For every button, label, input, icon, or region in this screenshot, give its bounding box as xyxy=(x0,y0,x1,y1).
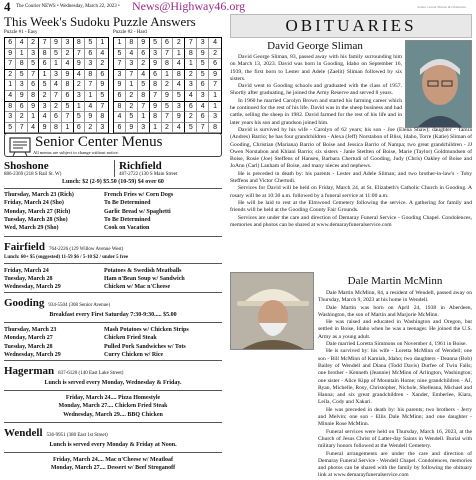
sudoku-cell: 7 xyxy=(162,112,174,123)
sudoku-cell: 5 xyxy=(85,38,96,49)
sudoku-cell: 7 xyxy=(197,123,209,134)
sudoku-cell: 1 xyxy=(85,91,96,102)
sudoku-cell: 6 xyxy=(16,102,27,113)
menu-date: Tuesday, March 28 (Sho) xyxy=(4,216,68,223)
sudoku-cell: 9 xyxy=(97,80,108,91)
sudoku-cell: 6 xyxy=(62,91,73,102)
sudoku-cell: 8 xyxy=(62,80,73,91)
sudoku-cell: 8 xyxy=(28,91,39,102)
sudoku-cell: 9 xyxy=(114,80,126,91)
menu-dish: Pulled Pork Sandwiches w/ Tots xyxy=(104,343,186,350)
hagerman-address: 837-6120 (140 East Lake Street) xyxy=(58,371,124,376)
sudoku-cell: 7 xyxy=(16,123,27,134)
menu-row xyxy=(4,267,222,275)
sudoku-cell: 3 xyxy=(28,49,39,60)
sudoku-cell: 1 xyxy=(28,112,39,123)
sudoku-cell: 7 xyxy=(114,59,126,70)
sudoku-cell: 5 xyxy=(114,49,126,60)
menu-dish: Mash Potatoes w/ Chicken Strips xyxy=(104,327,189,334)
sudoku-cell: 2 xyxy=(97,59,108,70)
sudoku-cell: 2 xyxy=(85,123,96,134)
sudoku-cell: 9 xyxy=(150,102,162,113)
menu-date: Tuesday, March 28 xyxy=(4,276,53,283)
menu-row xyxy=(4,283,222,291)
sudoku-cell: 3 xyxy=(150,49,162,60)
obit-paragraph: In 1960 he married Carolyn Brown and started his farming career which he continued for the rest of his life. David was in the sheep business and had cattle, selling the sheep in 1982. David farmed for the rest of his life and in later years his son and grandson joined him. xyxy=(230,97,402,126)
sudoku-grid-hard xyxy=(113,37,222,134)
sudoku-cell: 4 xyxy=(209,38,221,49)
menu-date: Wednesday, March 29 xyxy=(4,284,61,291)
shoshone-lunch: Lunch: $2 (2-9) $5.50 (10-59) $4 over 60 xyxy=(62,179,164,185)
sudoku-cell: 3 xyxy=(5,112,16,123)
sudoku-cell: 3 xyxy=(51,70,62,81)
menu-row xyxy=(4,351,222,359)
sudoku-cell: 5 xyxy=(162,102,174,113)
sudoku-cell: 2 xyxy=(5,70,16,81)
senior-center-header xyxy=(4,133,222,157)
sudoku-cell: 5 xyxy=(62,102,73,113)
menu-date: Wednesday, March 29 xyxy=(4,351,61,358)
sudoku-cell: 6 xyxy=(74,123,85,134)
sudoku-cell: 6 xyxy=(197,80,209,91)
sudoku-cell: 6 xyxy=(138,49,150,60)
sudoku-cell: 6 xyxy=(5,38,16,49)
sudoku-cell: 4 xyxy=(16,38,27,49)
hagerman-name: Hagerman xyxy=(4,365,55,377)
sudoku-cell: 6 xyxy=(197,112,209,123)
menu-dish: Curry Chicken w/ Rice xyxy=(104,351,164,358)
menu-dish: Ham n'Bean Soup w/ Sandwich xyxy=(104,276,185,283)
sudoku-title: This Week's Sudoku Puzzle Answers xyxy=(4,14,196,29)
obit-paragraph: Dale married Loretta Simmons on November 4, 1961 in Boise. xyxy=(326,341,467,348)
wendell-section xyxy=(4,422,222,473)
sudoku-cell: 4 xyxy=(114,112,126,123)
shoshone-address: 886-2369 (218 S Rail St. W) xyxy=(4,172,62,177)
sudoku-cell: 7 xyxy=(85,80,96,91)
obit-paragraph: Dale Martin McMinn, 84, a resident of Wendell, passed away on Thursday, March 9, 2023 at his home in Wendell. xyxy=(318,290,472,304)
sudoku-cell: 7 xyxy=(97,102,108,113)
hagerman-menu xyxy=(4,394,222,419)
sudoku-cell: 9 xyxy=(126,123,138,134)
menu-row xyxy=(4,275,222,283)
sudoku-cell: 1 xyxy=(5,80,16,91)
sudoku-cell: 9 xyxy=(39,123,50,134)
gooding-menu xyxy=(4,326,222,359)
gooding-address: 934-5504 (308 Senior Avenue) xyxy=(48,303,111,308)
sudoku-cell: 7 xyxy=(39,38,50,49)
sudoku-cell: 5 xyxy=(197,70,209,81)
sudoku-cell: 8 xyxy=(209,123,221,134)
obit-paragraph: Services are under the care and direction of Demaray Funeral Service - Gooding Chapel. Condolences, memories and photos can be shared at www.demarayfuneralservice.com xyxy=(230,214,472,228)
sudoku-cell: 4 xyxy=(173,59,185,70)
sudoku-cell: 3 xyxy=(74,91,85,102)
fairfield-name: Fairfield xyxy=(4,241,45,253)
menu-dish: Garlic Bread w/ Spaghetti xyxy=(104,208,171,215)
sudoku-cell: 3 xyxy=(197,38,209,49)
gooding-section xyxy=(4,292,222,359)
hagerman-lunch: Lunch is served every Monday, Wednesday & Friday. xyxy=(44,380,182,386)
sudoku-cell: 8 xyxy=(51,123,62,134)
menu-dish: Chicken Fried Steak xyxy=(104,335,157,342)
paper-info: The Courier NEWS • Wednesday, March 22, 2023 • xyxy=(16,4,120,9)
sudoku-cell: 1 xyxy=(16,49,27,60)
sudoku-cell: 3 xyxy=(126,59,138,70)
gooding-name: Gooding xyxy=(4,297,45,309)
sudoku-cell: 6 xyxy=(114,123,126,134)
sudoku-cell: 6 xyxy=(150,70,162,81)
sudoku-cell: 4 xyxy=(28,123,39,134)
sudoku-cell: 1 xyxy=(97,38,108,49)
sudoku-cell: 7 xyxy=(74,49,85,60)
menu-row xyxy=(4,208,222,216)
sudoku-cell: 2 xyxy=(39,91,50,102)
sudoku-cell: 2 xyxy=(162,80,174,91)
shoshone-section xyxy=(4,160,222,232)
sudoku-cell: 7 xyxy=(209,80,221,91)
sudoku-cell: 3 xyxy=(97,123,108,134)
obit-paragraph: Funeral arrangements are under the care and direction of Demaray Funeral Service - Wendell Chapel. Condolences, memories and photos can be shared with the family by following the obituary link at www.demarayfuneralservice.com xyxy=(318,450,473,479)
menu-board-icon xyxy=(9,136,31,161)
menu-row: Friday, March 24.... Pizza Homestyle xyxy=(65,395,161,402)
sudoku-cell: 1 xyxy=(173,49,185,60)
wendell-menu xyxy=(4,456,222,472)
obit-paragraph: He is preceded in death by: his parents - Lester and Adele Sliman; and two brother-in-law's - Toby Steffens and Victor Chertudi. xyxy=(230,170,472,185)
sudoku-cell: 5 xyxy=(197,59,209,70)
gooding-breakfast: Breakfast every First Saturday 7:30-9:30..... $5.00 xyxy=(49,312,177,318)
sudoku-cell: 5 xyxy=(74,112,85,123)
easy-puzzle-label: Puzzle #1 - Easy xyxy=(4,30,38,35)
sudoku-cell: 7 xyxy=(51,91,62,102)
sudoku-cell: 4 xyxy=(97,49,108,60)
sudoku-cell: 2 xyxy=(185,112,197,123)
obit-paragraph: David went to Gooding schools and graduated with the class of 1957. Shortly after graduating, he joined the Army Reserve and served 8 years. xyxy=(230,83,402,97)
sudoku-cell: 8 xyxy=(173,70,185,81)
sudoku-cell: 5 xyxy=(16,70,27,81)
menu-date: Friday, March 24 (Sho) xyxy=(4,200,64,207)
sudoku-cell: 9 xyxy=(85,112,96,123)
wendell-name: Wendell xyxy=(4,427,43,439)
page-number: 4 xyxy=(4,0,11,14)
hard-puzzle-label: Puzzle #2 - Hard xyxy=(113,30,147,35)
sudoku-cell: 9 xyxy=(197,49,209,60)
sudoku-cell: 7 xyxy=(62,112,73,123)
menu-date: Thursday, March 23 xyxy=(4,327,57,334)
sudoku-cell: 4 xyxy=(185,91,197,102)
sudoku-cell: 8 xyxy=(16,59,27,70)
sudoku-cell: 3 xyxy=(39,102,50,113)
sudoku-cell: 2 xyxy=(185,70,197,81)
sudoku-cell: 8 xyxy=(39,49,50,60)
obit-paragraph: David George Sliman, 83, passed away with his family surrounding him on March 13, 2023. David was born in Gooding, Idaho on September 16, 1939, the first born to Lester and Adele (Zaelit) Sliman followed by six sisters. xyxy=(230,54,402,82)
sudoku-cell: 5 xyxy=(126,112,138,123)
obit-name-sliman: David George Sliman xyxy=(267,40,363,52)
sudoku-cell: 1 xyxy=(209,102,221,113)
sudoku-cell: 4 xyxy=(173,80,185,91)
sudoku-cell: 6 xyxy=(28,80,39,91)
sudoku-cell: 9 xyxy=(162,91,174,102)
sudoku-cell: 7 xyxy=(5,59,16,70)
sudoku-grid-easy xyxy=(4,37,109,134)
sudoku-cell: 2 xyxy=(126,91,138,102)
sudoku-cell: 4 xyxy=(85,102,96,113)
sudoku-cell: 7 xyxy=(162,49,174,60)
menu-date: Friday, March 24 xyxy=(4,268,49,274)
sudoku-cell: 4 xyxy=(126,49,138,60)
sudoku-cell: 8 xyxy=(85,70,96,81)
sudoku-cell: 5 xyxy=(51,49,62,60)
sudoku-cell: 2 xyxy=(162,123,174,134)
sudoku-cell: 5 xyxy=(185,123,197,134)
sudoku-cell: 4 xyxy=(138,70,150,81)
shoshone-name: Shoshone xyxy=(4,160,49,172)
menu-dish: Chicken w/ Mac n'Cheese xyxy=(104,284,171,291)
sudoku-cell: 3 xyxy=(16,80,27,91)
menu-row xyxy=(4,224,222,232)
email-link[interactable]: News@Highway46.org xyxy=(132,0,246,13)
senior-menus-subtitle: All menus are subject to change without notice. xyxy=(33,150,119,155)
sudoku-cell: 8 xyxy=(185,49,197,60)
sudoku-cell: 3 xyxy=(185,80,197,91)
sudoku-cell: 8 xyxy=(74,38,85,49)
obit-body-sliman xyxy=(230,54,472,229)
sudoku-cell: 3 xyxy=(197,91,209,102)
sudoku-cell: 1 xyxy=(114,38,126,49)
richfield-address: 487-2722 (130 S Main Street xyxy=(119,172,178,177)
sudoku-cell: 2 xyxy=(16,112,27,123)
sudoku-cell: 3 xyxy=(173,102,185,113)
menu-date: Thursday, March 23 (Rich) xyxy=(4,192,74,199)
menu-date: Monday, March 27 (Rich) xyxy=(4,208,71,215)
sudoku-cell: 6 xyxy=(85,49,96,60)
sudoku-cell: 4 xyxy=(62,59,73,70)
sudoku-cell: 6 xyxy=(185,102,197,113)
sudoku-cell: 9 xyxy=(16,91,27,102)
sudoku-cell: 4 xyxy=(39,112,50,123)
sudoku-cell: 3 xyxy=(62,38,73,49)
sudoku-cell: 1 xyxy=(185,59,197,70)
sudoku-cell: 1 xyxy=(150,123,162,134)
sudoku-cell: 1 xyxy=(126,80,138,91)
obit-paragraph: He was preceded in death by: his parents; two brothers - Jerry and Melvin; one son - Ellis Dale McMinn; and one daughter - Minnie Rose McMinn. xyxy=(318,406,472,428)
menu-row xyxy=(4,199,222,207)
menu-dish: To Be Determined xyxy=(104,200,151,207)
sudoku-cell: 5 xyxy=(28,59,39,70)
fairfield-lunch: Lunch: 60+ $5 (suggested) 11-59 $6 / 5-10 $2 / under 5 free xyxy=(4,255,129,260)
header-section-label: Senior Center Menus & Obituaries xyxy=(417,5,466,9)
senior-menus-title: Senior Center Menus xyxy=(35,134,163,150)
sudoku-cell: 5 xyxy=(5,123,16,134)
sudoku-cell: 4 xyxy=(74,70,85,81)
sudoku-cell: 8 xyxy=(97,112,108,123)
sudoku-cell: 1 xyxy=(74,102,85,113)
sudoku-cell: 9 xyxy=(209,70,221,81)
obit-paragraph: He was raised and educated in Washington and Oregon, but settled in Boise, Idaho when he was a teenager. He joined the U.S. Army as a young adult. xyxy=(318,319,472,340)
sudoku-cell: 7 xyxy=(126,70,138,81)
obit-body-mcminn xyxy=(318,290,472,480)
menu-date: Monday, March 27 xyxy=(4,335,53,342)
sudoku-cell: 2 xyxy=(28,38,39,49)
sudoku-cell: 7 xyxy=(28,70,39,81)
sudoku-cell: 8 xyxy=(150,80,162,91)
menu-row: Monday, March 27.... Dessert w/ Beef Stroganoff xyxy=(50,465,176,472)
sudoku-cell: 2 xyxy=(51,102,62,113)
sudoku-cell: 9 xyxy=(5,49,16,60)
sudoku-cell: 1 xyxy=(162,70,174,81)
sudoku-cell: 5 xyxy=(150,38,162,49)
menu-row: Wednesday, March 29.... BBQ Chicken xyxy=(63,411,163,418)
sudoku-cell: 9 xyxy=(51,38,62,49)
sudoku-cell: 4 xyxy=(5,91,16,102)
sudoku-cell: 4 xyxy=(51,80,62,91)
sudoku-cell: 7 xyxy=(138,102,150,113)
fairfield-address: 764-2226 (129 Willow Avenue West) xyxy=(48,247,124,252)
photo-dale-mcminn xyxy=(230,272,314,350)
sudoku-cell: 4 xyxy=(173,123,185,134)
menu-dish: To Be Determined xyxy=(104,216,151,223)
sudoku-cell: 1 xyxy=(51,59,62,70)
menu-row xyxy=(4,216,222,224)
sudoku-cell: 8 xyxy=(114,102,126,113)
menu-row xyxy=(4,326,222,334)
sudoku-cell: 8 xyxy=(162,59,174,70)
obit-paragraph: He is survived by: his wife - Loretta McMinn of Wendell; one son - Bill McMinn of Kamiah, Idaho; two daughters - Deanna (Bob) Bailey of Wendell and Diana (Todd Davis) Durfee of Twin Falls; one brother - Kenneth (Jeannie) McMinn of Arlington, Washington; one sister - Alice Kipp of Mountain Home; nine grandchildren - AJ, Ryan, Michelle, Rosy, Christopher, Nichole, Shelleana, Michael and Hanna; and six great grandchildren - Xander, Emberlee, Kiara, Leila, Cody and Xakari. xyxy=(318,348,472,406)
sudoku-cell: 7 xyxy=(150,91,162,102)
obit-paragraph: Services for David will be held on Friday, March 24, at St. Elizabeth's Catholic Church in Gooding. A rosary will be at 10:30 a.m. followed by a funeral service at 11:00 a.m. xyxy=(230,185,472,199)
sudoku-cell: 3 xyxy=(85,59,96,70)
sudoku-cell: 8 xyxy=(138,91,150,102)
sudoku-cell: 6 xyxy=(51,112,62,123)
wendell-address: 536-9951 (380 East 1st Street) xyxy=(46,433,108,438)
sudoku-cell: 8 xyxy=(5,102,16,113)
sudoku-cell: 9 xyxy=(173,112,185,123)
menu-date: Tuesday, March 28 xyxy=(4,343,53,350)
hagerman-section xyxy=(4,360,222,419)
menu-row xyxy=(4,191,222,199)
richfield-name: Richfield xyxy=(119,160,162,172)
menu-row: Friday, March 24.... Mac n'Cheese w/ Meatloaf xyxy=(52,457,174,464)
sudoku-cell: 3 xyxy=(138,123,150,134)
sudoku-cell: 9 xyxy=(28,102,39,113)
sudoku-cell: 4 xyxy=(197,102,209,113)
menu-row xyxy=(4,343,222,351)
sudoku-cell: 9 xyxy=(150,59,162,70)
sudoku-cell: 2 xyxy=(173,38,185,49)
sudoku-cell: 1 xyxy=(138,112,150,123)
sudoku-cell: 6 xyxy=(209,59,221,70)
obit-paragraph: Funeral services were held on Thursday, March 16, 2023, at the Church of Jesus Christ of Latter-day Saints in Wendell. Burial with military honors followed at the Wendell Cemetery. xyxy=(318,428,472,450)
sudoku-cell: 8 xyxy=(150,112,162,123)
sudoku-cell: 2 xyxy=(62,49,73,60)
sudoku-cell: 5 xyxy=(39,80,50,91)
wendell-lunch: Lunch is served every Monday & Friday at Noon. xyxy=(49,442,177,448)
sudoku-cell: 6 xyxy=(114,91,126,102)
sudoku-cell: 9 xyxy=(74,59,85,70)
menu-dish: Cook on Vacation xyxy=(104,225,150,232)
sudoku-cell: 7 xyxy=(185,38,197,49)
sudoku-cell: 2 xyxy=(138,59,150,70)
obit-name-mcminn: Dale Martin McMinn xyxy=(347,275,443,287)
sudoku-cell: 6 xyxy=(97,70,108,81)
sudoku-cell: 2 xyxy=(74,80,85,91)
obituaries-title: OBITUARIES xyxy=(230,14,472,38)
sudoku-cell: 2 xyxy=(209,49,221,60)
sudoku-cell: 1 xyxy=(209,91,221,102)
menu-row: Monday, March 27.... Chicken Fried Steak xyxy=(58,403,168,410)
sudoku-cell: 9 xyxy=(62,70,73,81)
sudoku-cell: 5 xyxy=(173,91,185,102)
obit-paragraph: He will be laid to rest at the Elmwood Cemetery following the service. A gathering for family and friends will be held at the Gooding County Fair Grounds. xyxy=(230,199,472,214)
menu-row xyxy=(4,334,222,342)
obit-paragraph: David is survived by his wife - Carolyn of 62 years; his son - Joe (Elena Shaw); daughter - Tamra (Andres) Barrio; he has four grandchildren - Alexa (Jeff) Norstabon of Bliss, Idaho, Torre (Katie) Sliman of Gooding, Christian (Mariana) Barrio of Boise and Jessica Barrio of Nampa; two great grandchildren - JJ Owen Norstabon and Khiani Barrio; six sisters - Janie Stetlten of Boise, Marie (Taylor) Goldmundsen of Boise, Rosie (Joe) Steffens of Hansen, Barbara Chertudi of Gooding, Judy (Chris) Oakley of Boise and JoAnn (Carl) Lanham of Boise, and many nieces and nephews. xyxy=(230,126,472,170)
sudoku-cell: 3 xyxy=(209,112,221,123)
sudoku-cell: 9 xyxy=(138,38,150,49)
sudoku-cell: 3 xyxy=(114,70,126,81)
obit-paragraph: Dale Martin was born on April 24, 1938 in Aberdeen, Washington, the son of Martin and Marjorie McMinn. xyxy=(318,304,472,318)
shoshone-menu xyxy=(4,191,222,232)
sudoku-cell: 2 xyxy=(126,102,138,113)
fairfield-menu xyxy=(4,267,222,292)
menu-date: Wed, March 29 (Sho) xyxy=(4,225,59,232)
menu-dish: Potatoes & Swedish Meatballs xyxy=(104,268,182,274)
menu-dish: French Fries w/ Corn Dogs xyxy=(104,192,174,199)
sudoku-cell: 5 xyxy=(97,91,108,102)
sudoku-cell: 1 xyxy=(62,123,73,134)
sudoku-cell: 8 xyxy=(126,38,138,49)
sudoku-cell: 5 xyxy=(138,80,150,91)
sudoku-cell: 6 xyxy=(162,38,174,49)
sudoku-cell: 1 xyxy=(39,70,50,81)
fairfield-section xyxy=(4,236,222,292)
sudoku-cell: 6 xyxy=(39,59,50,70)
